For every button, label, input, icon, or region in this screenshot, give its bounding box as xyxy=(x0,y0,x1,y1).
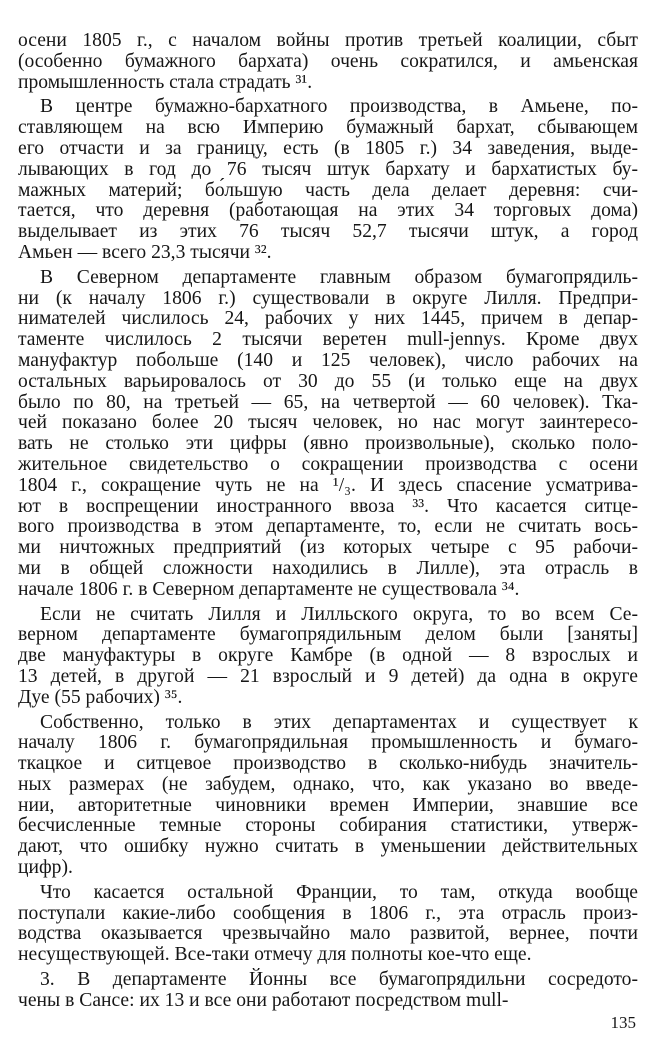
text-line: тается, что деревня (работающая на этих 34 торговых дома) xyxy=(18,200,638,222)
text-line: выделывает из этих 76 тысяч 52,7 тысячи штук, а город xyxy=(18,221,638,243)
text-line: вать не столько эти цифры (явно произвольные), сколько поло- xyxy=(18,433,638,455)
paragraph xyxy=(18,31,638,93)
text-line: таменте числилось 2 тысячи веретен mull-jennys. Кроме двух xyxy=(18,329,638,351)
text-line: начале 1806 г. в Северном департаменте не существовала ³⁴. xyxy=(18,578,520,600)
text-line: ткацкое и ситцевое производство в сколько-нибудь значитель- xyxy=(18,753,638,775)
text-line: жительное свидетельство о сокращении производства с осени xyxy=(18,453,638,475)
text-line: началу 1806 г. бумагопрядильная промышленность и бумаго- xyxy=(18,732,638,754)
text-line: водства оказывается чрезвычайно мало развитой, вернее, почти xyxy=(18,923,638,945)
paragraph xyxy=(18,605,638,709)
text-line: бесчисленные темные стороны собирания статистики, утверж- xyxy=(18,815,638,837)
text-line: было по 80, на третьей — 65, на четвертой — 60 человек). Тка- xyxy=(18,391,638,413)
text-line: вого производства в этом департаменте, то, если не считать вось- xyxy=(18,516,638,538)
text-line: ют в воспрещении иностранного ввоза ³³. Что касается ситце- xyxy=(18,495,638,517)
text-line: ных размерах (не забудем, однако, что, как указано во введе- xyxy=(18,773,638,795)
text-line: дают, что ошибку нужно считать в уменьшении действительных xyxy=(18,836,638,858)
text-line: чей показано более 20 тысяч человек, но нас могут заинтересо- xyxy=(18,412,638,434)
text-line: несуществующей. Все-таки отмечу для полноты кое-что еще. xyxy=(18,944,532,966)
text-line: цифр). xyxy=(18,857,73,879)
paragraph xyxy=(18,970,638,1012)
paragraph xyxy=(18,97,638,263)
text-line: 13 детей, в другой — 21 взрослый и 9 детей) да одна в округе xyxy=(18,665,638,687)
text-line: Дуе (55 рабочих) ³⁵. xyxy=(18,686,183,708)
paragraph xyxy=(18,268,638,601)
text-line: мажных материй; бо́льшую часть дела делает деревня: счи- xyxy=(18,179,638,201)
text-line: нимателей числилось 24, рабочих у них 1445, причем в депар- xyxy=(18,308,638,330)
text-line: остальных варьировалось от 30 до 55 (и только еще на двух xyxy=(18,370,638,392)
text-line: Собственно, только в этих департаментах и существует к xyxy=(40,711,638,733)
text-line: две мануфактуры в округе Камбре (в одной — 8 взрослых и xyxy=(18,645,638,667)
text-line: 3. В департаменте Йонны все бумагопрядильни сосредото- xyxy=(40,969,638,991)
text-line: ми ничтожных предприятий (из которых четыре с 95 рабочи- xyxy=(18,537,638,559)
text-line: нии, авторитетные чиновники времен Империи, знавшие все xyxy=(18,794,638,816)
text-line: лывающих в год до 76 тысяч штук бархату и бархатистых бу- xyxy=(18,158,638,180)
text-line: ставляющем на всю Империю бумажный бархат, сбывающем xyxy=(18,117,638,139)
text-line: ми в общей сложности находились в Лилле), эта отрасль в xyxy=(18,557,638,579)
text-line: промышленность стала страдать ³¹. xyxy=(18,71,313,93)
text-line: поступали какие-либо сообщения в 1806 г., эта отрасль произ- xyxy=(18,902,638,924)
body-text xyxy=(18,31,638,1012)
text-line: осени 1805 г., с началом войны против третьей коалиции, сбыт xyxy=(18,30,638,51)
paragraph xyxy=(18,883,638,966)
text-line: верном департаменте бумагопрядильным делом были [заняты] xyxy=(18,624,638,646)
paragraph xyxy=(18,713,638,879)
text-line: ни (к началу 1806 г.) существовали в округе Лилля. Предпри- xyxy=(18,287,638,309)
text-line: В центре бумажно-бархатного производства, в Амьене, по- xyxy=(40,96,638,118)
text-line: Амьен — всего 23,3 тысячи ³². xyxy=(18,241,272,263)
text-line: (особенно бумажного бархата) очень сократился, и амьенская xyxy=(18,50,638,72)
page-number: 135 xyxy=(610,1013,636,1032)
text-line: мануфактур побольше (140 и 125 человек), число рабочих на xyxy=(18,349,638,371)
text-line: В Северном департаменте главным образом бумагопрядиль- xyxy=(40,266,638,288)
text-line: чены в Сансе: их 13 и все они работают посредством mull- xyxy=(18,989,509,1011)
text-line: Что касается остальной Франции, то там, откуда вообще xyxy=(40,881,638,903)
text-line: Если не считать Лилля и Лилльского округа, то во всем Се- xyxy=(40,603,638,625)
text-line: 1804 г., сокращение чуть не на ¹/₃. И здесь спасение усматрива- xyxy=(18,474,638,496)
text-line: его отчасти и за границу, есть (в 1805 г.) 34 заведения, выде- xyxy=(18,137,638,159)
